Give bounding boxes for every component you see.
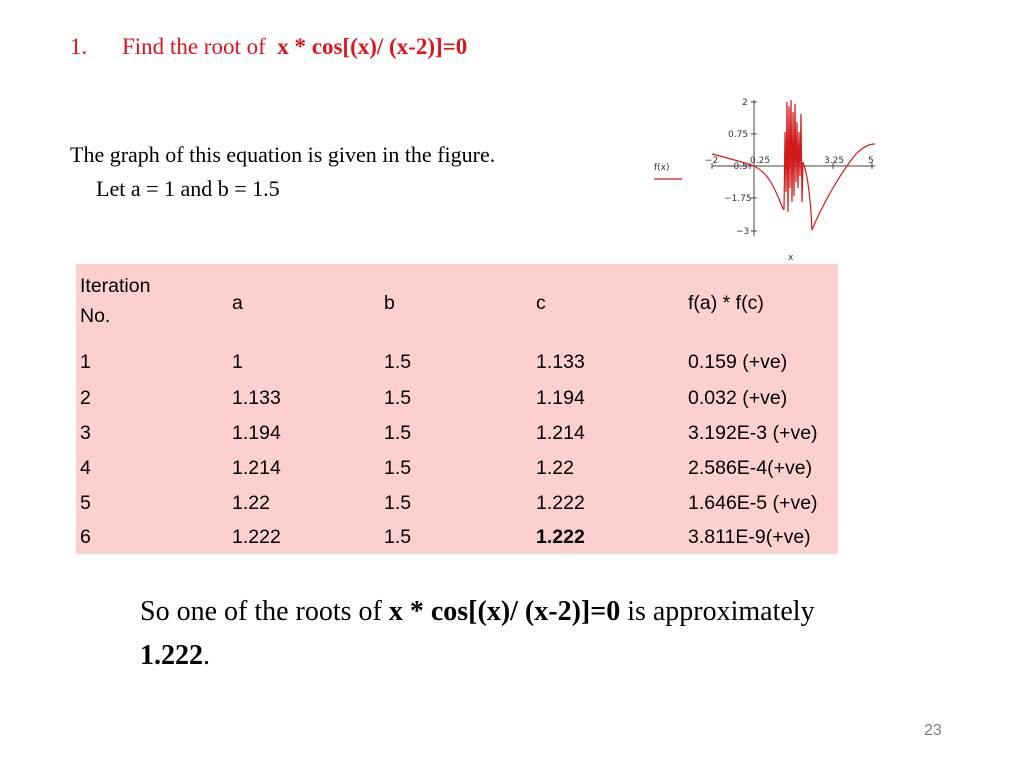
xtick-3: 1.5 — [783, 156, 798, 166]
cell-a: 1.214 — [232, 457, 281, 479]
header-c: c — [536, 292, 546, 314]
table-row — [76, 486, 838, 521]
cell-a: 1.133 — [232, 387, 281, 409]
ytick-2: 0.75 — [728, 130, 749, 140]
cell-b: 1.5 — [384, 422, 412, 444]
ytick-4: −1.75 — [724, 194, 752, 204]
cell-product: 0.032 (+ve) — [688, 387, 788, 409]
cell-a: 1.194 — [232, 422, 281, 444]
table-row — [76, 381, 838, 416]
function-graph — [650, 92, 890, 264]
cell-iteration: 4 — [80, 457, 91, 479]
table-row — [76, 416, 838, 451]
graph-xlabel: x — [788, 253, 794, 263]
conclusion-text — [140, 590, 840, 678]
header-b: b — [384, 292, 395, 314]
cell-c-final: 1.222 — [536, 526, 585, 548]
cell-product: 3.192E-3 (+ve) — [688, 422, 818, 444]
cell-a: 1 — [232, 351, 243, 373]
cell-c: 1.22 — [536, 457, 574, 479]
xtick-1: −2 — [705, 156, 719, 166]
cell-product: 2.586E-4(+ve) — [688, 457, 813, 479]
header-a: a — [232, 292, 243, 314]
cell-a: 1.22 — [232, 492, 270, 514]
header-product: f(a) * f(c) — [688, 292, 764, 314]
cell-iteration: 1 — [80, 351, 91, 373]
xtick-4: 3.25 — [824, 156, 845, 166]
heading-number: 1. — [70, 34, 88, 59]
intro-line-1: The graph of this equation is given in the figure. — [70, 142, 496, 167]
cell-product: 1.646E-5 (+ve) — [688, 492, 818, 514]
cell-b: 1.5 — [384, 492, 412, 514]
table-row — [76, 451, 838, 486]
cell-b: 1.5 — [384, 526, 412, 548]
xtick-5: 5 — [868, 156, 874, 166]
cell-c: 1.133 — [536, 351, 585, 373]
ytick-1: 2 — [742, 98, 748, 108]
cell-product: 3.811E-9(+ve) — [688, 526, 811, 548]
cell-c: 1.222 — [536, 492, 585, 514]
cell-c: 1.194 — [536, 387, 585, 409]
conclusion-mid: is approximately — [620, 596, 815, 627]
table-header-row — [76, 264, 838, 338]
cell-iteration: 5 — [80, 492, 91, 514]
iteration-table — [76, 264, 838, 554]
cell-b: 1.5 — [384, 351, 412, 373]
table-row — [76, 521, 838, 554]
ytick-3: −0.5 — [726, 162, 748, 172]
cell-b: 1.5 — [384, 457, 412, 479]
heading-equation: x * cos[(x)/ (x-2)]=0 — [277, 34, 468, 59]
conclusion-post: . — [203, 640, 210, 671]
cell-product: 0.159 (+ve) — [688, 351, 788, 373]
cell-iteration: 6 — [80, 526, 91, 548]
intro-text — [70, 138, 495, 206]
cell-iteration: 3 — [80, 422, 91, 444]
header-iteration: Iteration No. — [80, 275, 151, 327]
cell-iteration: 2 — [80, 387, 91, 409]
heading-text: Find the root of — [122, 34, 266, 59]
conclusion-pre: So one of the roots of — [140, 596, 389, 627]
conclusion-equation: x * cos[(x)/ (x-2)]=0 — [388, 596, 621, 627]
ytick-5: −3 — [736, 227, 750, 237]
cell-c: 1.214 — [536, 422, 585, 444]
intro-line-2: Let a = 1 and b = 1.5 — [96, 176, 280, 201]
cell-b: 1.5 — [384, 387, 412, 409]
xtick-2: 0.25 — [750, 156, 771, 166]
cell-a: 1.222 — [232, 526, 281, 548]
page-number: 23 — [924, 722, 942, 739]
conclusion-value: 1.222 — [140, 640, 203, 671]
graph-ylabel: f(x) — [654, 163, 670, 173]
table-row — [76, 338, 838, 381]
slide-heading — [70, 34, 467, 60]
